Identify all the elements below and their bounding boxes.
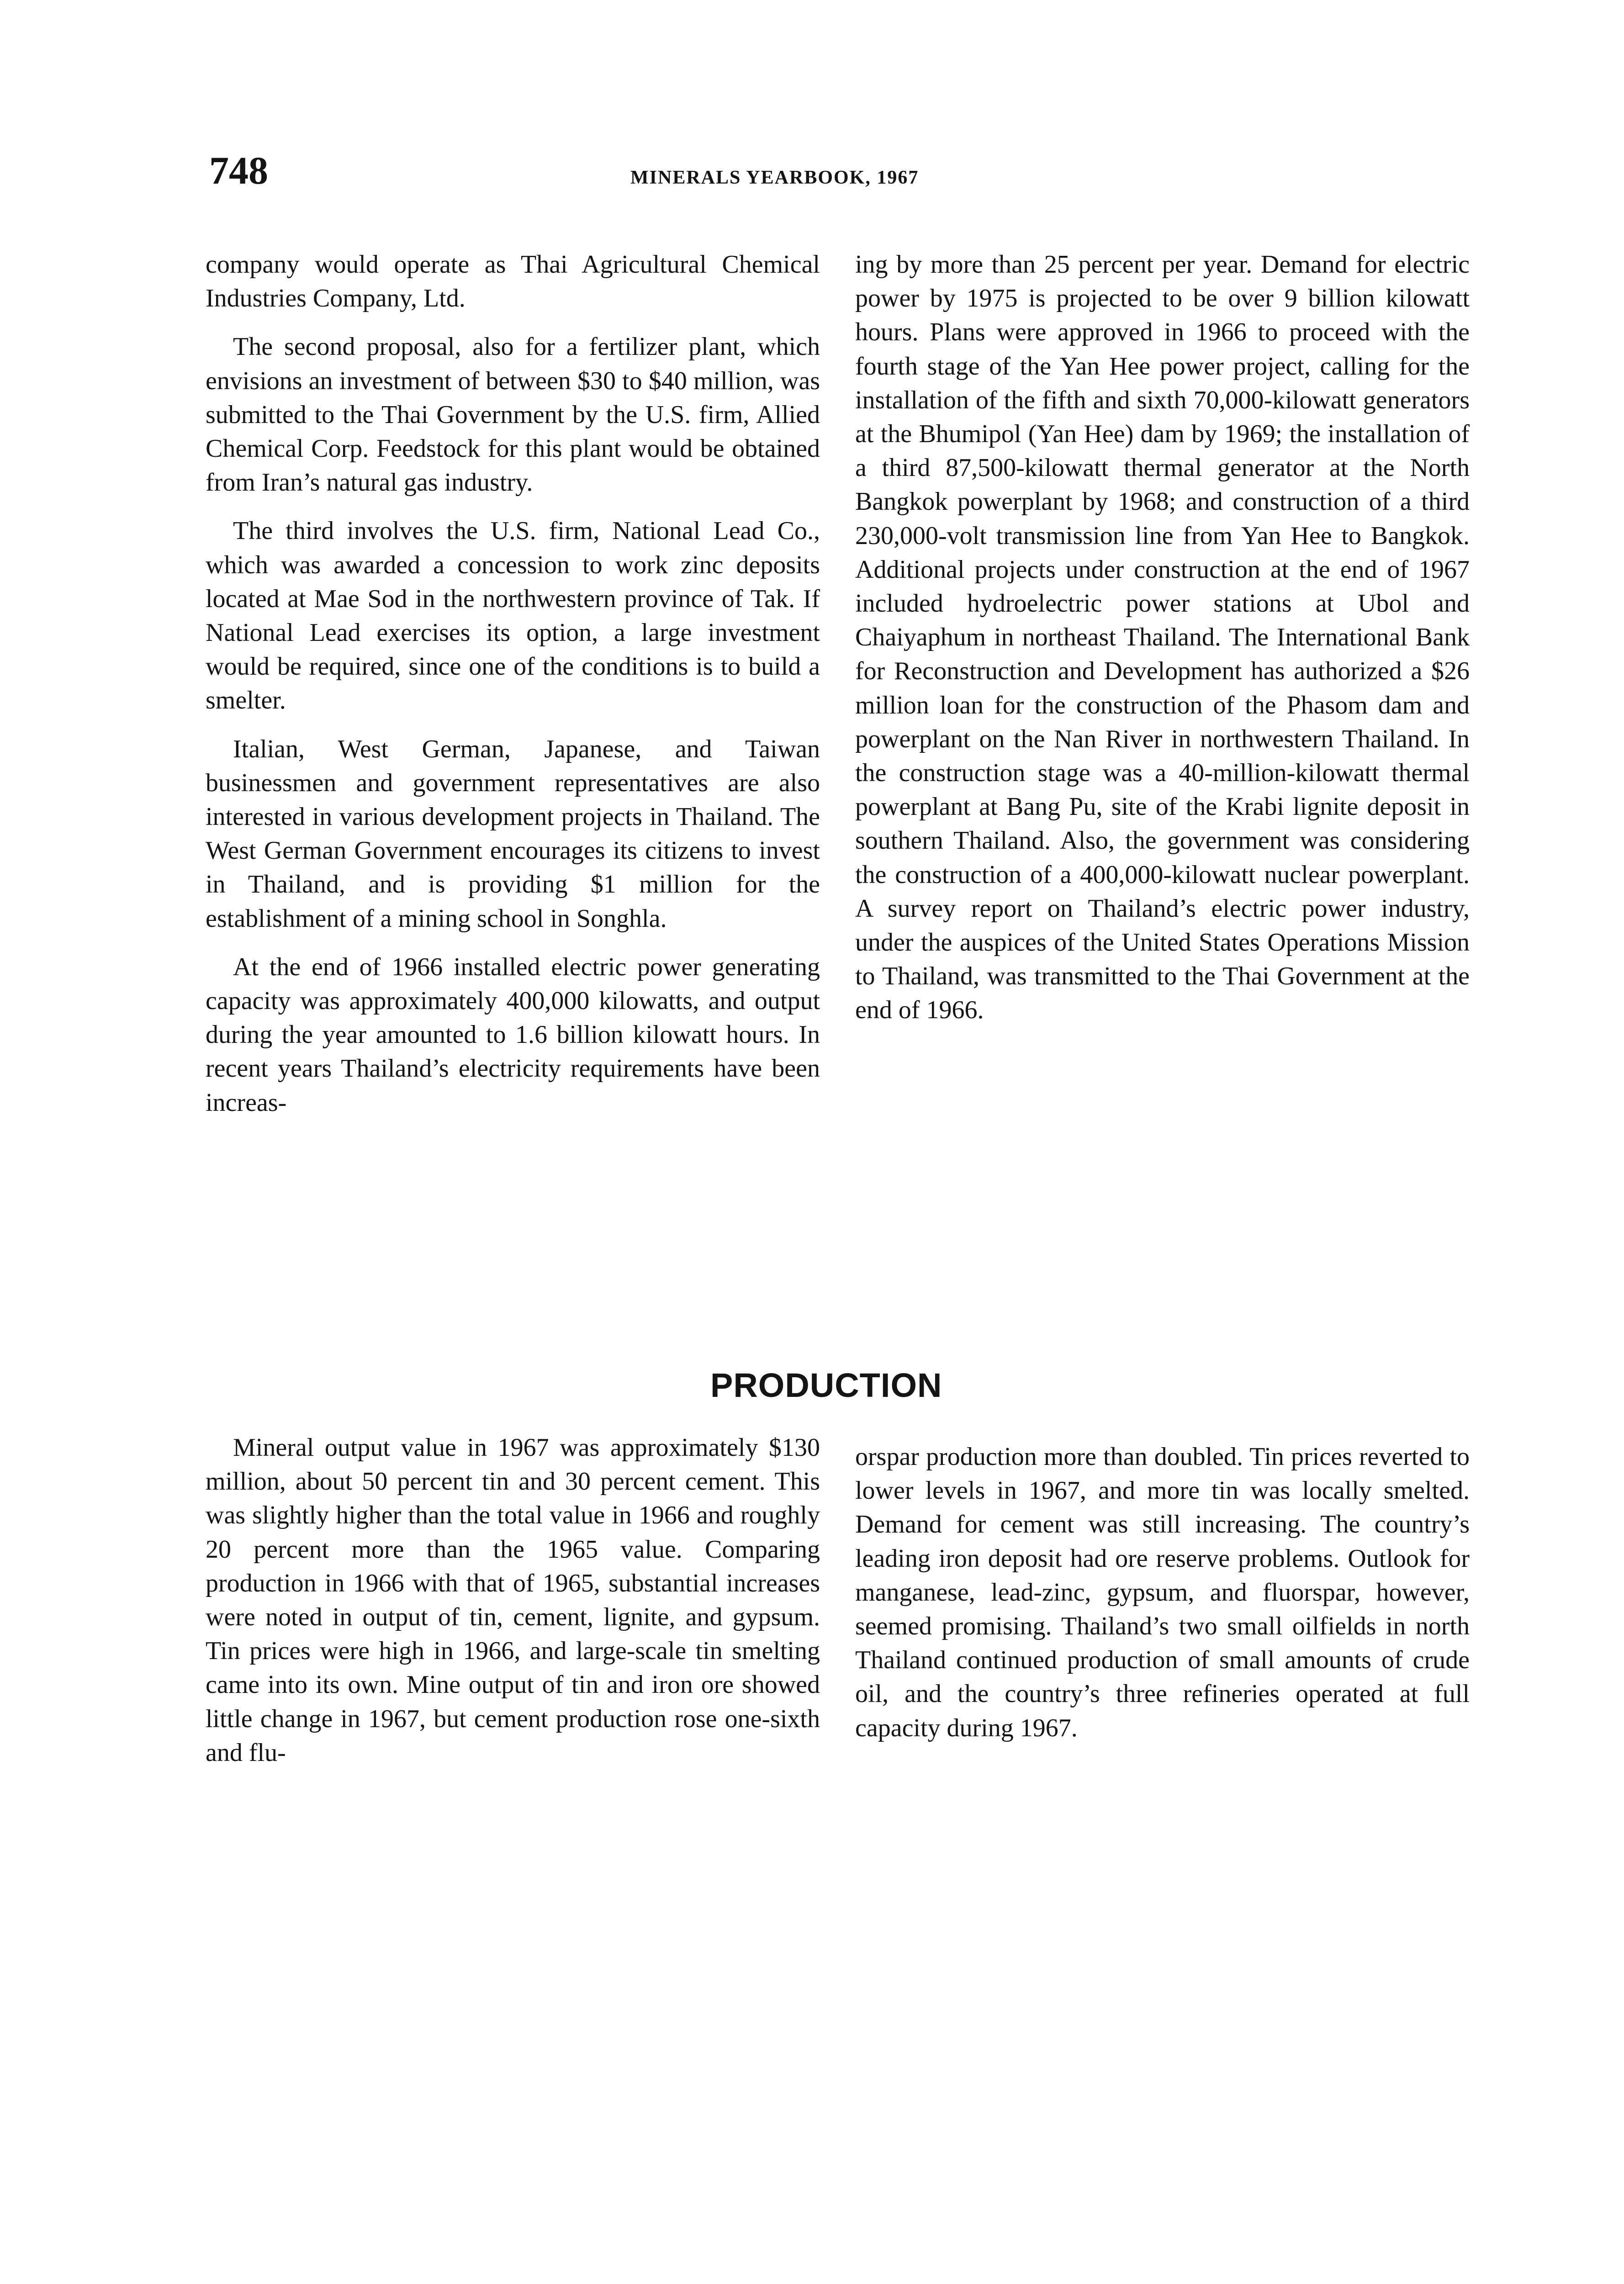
- section-heading-production: PRODUCTION: [710, 1366, 942, 1404]
- top-right-column: [855, 248, 1470, 1027]
- running-head: MINERALS YEARBOOK, 1967: [630, 167, 919, 188]
- paragraph: orspar production more than doubled. Tin prices reverted to lower levels in 1967, and more tin was locally smelted. Demand for cement was still increasing. The country’s leading iron deposit had ore reserve problems. Outlook for manganese, lead-zinc, gypsum, and fluorspar, however, seemed promising. Thailand’s two small oilfields in north Thailand continued production of small amounts of crude oil, and the country’s three refineries operated at full capacity during 1967.: [855, 1443, 1470, 1742]
- paragraph: The third involves the U.S. firm, National Lead Co., which was awarded a concession to work zinc deposits located at Mae Sod in the northwestern province of Tak. If National Lead exercises its option, a large investment would be required, since one of the conditions is to build a smelter.: [206, 517, 820, 715]
- paragraph: Mineral output value in 1967 was approximately $130 million, about 50 percent tin and 30 percent cement. This was slightly higher than the total value in 1966 and roughly 20 percent more than the 1965 value. Comparing production in 1966 with that of 1965, substantial increases were noted in output of tin, cement, lignite, and gypsum. Tin prices were high in 1966, and large-scale tin smelting came into its own. Mine output of tin and iron ore showed little change in 1967, but cement production rose one-sixth and flu-: [206, 1433, 820, 1767]
- production-left-column: [206, 1431, 820, 1770]
- paragraph: The second proposal, also for a fertilizer plant, which envisions an investment of between $30 to $40 million, was submitted to the Thai Government by the U.S. firm, Allied Chemical Corp. Feedstock for this plant would be obtained from Iran’s natural gas industry.: [206, 333, 820, 497]
- production-right-column: [855, 1440, 1470, 1745]
- paragraph: Italian, West German, Japanese, and Taiwan businessmen and government representatives are also interested in various development projects in Thailand. The West German Government encourages its citizens to invest in Thailand, and is providing $1 million for the establishment of a mining school in Songhla.: [206, 735, 820, 933]
- paragraph: company would operate as Thai Agricultural Chemical Industries Company, Ltd.: [206, 250, 820, 313]
- paragraph: At the end of 1966 installed electric power generating capacity was approximately 400,000 kilowatts, and output during the year amounted to 1.6 billion kilowatt hours. In recent years Thailand’s electricity requirements have been increas-: [206, 952, 820, 1117]
- paragraph: ing by more than 25 percent per year. Demand for electric power by 1975 is projected to be over 9 billion kilowatt hours. Plans were approved in 1966 to proceed with the fourth stage of the Yan Hee power project, calling for the installation of the fifth and sixth 70,000-kilowatt generators at the Bhumipol (Yan Hee) dam by 1969; the installation of a third 87,500-kilowatt thermal generator at the North Bangkok powerplant by 1968; and construction of a third 230,000-volt transmission line from Yan Hee to Bangkok. Additional projects under construction at the end of 1967 included hydroelectric power stations at Ubol and Chaiyaphum in northeast Thailand. The International Bank for Reconstruction and Development has authorized a $26 million loan for the construction of the Phasom dam and powerplant on the Nan River in northwestern Thailand. In the construction stage was a 40-million-kilowatt thermal powerplant at Bang Pu, site of the Krabi lignite deposit in southern Thailand. Also, the government was considering the construction of a 400,000-kilowatt nuclear powerplant. A survey report on Thailand’s electric power industry, under the auspices of the United States Operations Mission to Thailand, was transmitted to the Thai Government at the end of 1966.: [855, 250, 1470, 1025]
- top-left-column: [206, 248, 820, 1120]
- page-number: 748: [209, 148, 268, 192]
